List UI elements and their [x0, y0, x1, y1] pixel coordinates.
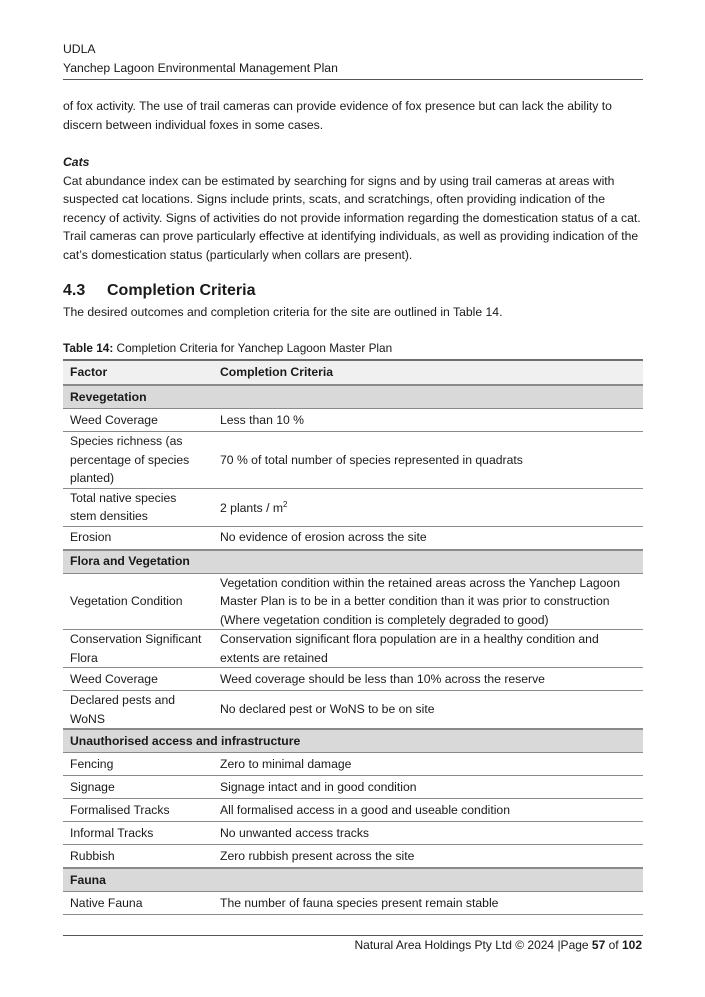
header-org: UDLA	[63, 42, 96, 56]
table-row	[63, 892, 643, 915]
factor-cell: Weed Coverage	[63, 409, 213, 432]
column-header-factor: Factor	[63, 360, 213, 385]
factor-cell: Species richness (as percentage of species planted)	[63, 432, 213, 489]
page-header	[63, 40, 643, 78]
criteria-cell	[213, 668, 643, 691]
criteria-cell	[213, 845, 643, 869]
criteria-text: No evidence of erosion across the site	[220, 530, 427, 545]
table-row	[63, 845, 643, 869]
table-category-row	[63, 868, 643, 892]
section-number: 4.3	[63, 282, 86, 299]
criteria-text: Signage intact and in good condition	[220, 779, 417, 794]
factor-cell: Total native species stem densities	[63, 488, 213, 526]
criteria-cell	[213, 822, 643, 845]
category-label: Flora and Vegetation	[63, 550, 643, 574]
criteria-text: 70 % of total number of species represented in quadrats	[220, 452, 523, 467]
factor-cell: Native Fauna	[63, 892, 213, 915]
criteria-cell	[213, 776, 643, 799]
criteria-cell	[213, 409, 643, 432]
criteria-cell	[213, 892, 643, 915]
criteria-text: Vegetation condition within the retained areas across the Yanchep Lagoon Master Plan is to be in a better condition than it was prior to construction (Where vegetation condition is completely degraded to good)	[220, 575, 620, 627]
criteria-superscript: 2	[283, 500, 288, 510]
criteria-cell	[213, 526, 643, 550]
criteria-text: 2 plants / m	[220, 501, 283, 516]
criteria-text: Weed coverage should be less than 10% across the reserve	[220, 671, 545, 686]
factor-cell: Conservation Significant Flora	[63, 630, 213, 668]
factor-cell: Erosion	[63, 526, 213, 550]
criteria-text: Less than 10 %	[220, 412, 305, 427]
table-caption-text: Completion Criteria for Yanchep Lagoon Master Plan	[113, 341, 393, 355]
factor-cell: Rubbish	[63, 845, 213, 869]
table-row	[63, 409, 643, 432]
category-label: Fauna	[63, 868, 643, 892]
criteria-cell	[213, 753, 643, 776]
section-heading	[63, 282, 255, 300]
table-caption-label: Table 14:	[63, 341, 114, 355]
footer-company: Natural Area Holdings Pty Ltd © 2024 |Page	[354, 938, 592, 952]
table-row	[63, 526, 643, 550]
cats-heading: Cats	[63, 155, 90, 169]
criteria-cell	[213, 691, 643, 730]
table-row	[63, 822, 643, 845]
criteria-text: Conservation significant flora population are in a healthy condition and extents are retained	[220, 632, 599, 665]
footer-page-number: 57	[591, 938, 606, 952]
table-row	[63, 691, 643, 730]
table-row	[63, 573, 643, 630]
factor-cell: Signage	[63, 776, 213, 799]
table-header-row	[63, 360, 643, 385]
criteria-text: Zero rubbish present across the site	[220, 848, 415, 863]
criteria-text: No declared pest or WoNS to be on site	[220, 702, 435, 717]
table-category-row	[63, 729, 643, 753]
cats-body: Cat abundance index can be estimated by searching for signs and by using trail cameras at areas with suspected cat locations. Signs include prints, scats, and scratchings, often providing indication of the recency of activity. Signs of activities do not provide information regarding the domestication status of a cat. Trail cameras can prove particularly effective at identifying individuals, as well as providing indication of the cat’s domestication status (particularly when collars are present).	[63, 173, 641, 262]
table-row	[63, 753, 643, 776]
criteria-cell	[213, 799, 643, 822]
table-row	[63, 488, 643, 526]
completion-criteria-table	[63, 359, 643, 915]
criteria-cell	[213, 630, 643, 668]
table-caption	[63, 341, 392, 355]
factor-cell: Fencing	[63, 753, 213, 776]
header-doc-title: Yanchep Lagoon Environmental Management Plan	[63, 61, 338, 75]
factor-cell: Informal Tracks	[63, 822, 213, 845]
cats-subsection	[63, 153, 648, 264]
footer-of: of	[605, 938, 622, 952]
table-row	[63, 432, 643, 489]
header-divider	[63, 79, 643, 80]
page-footer	[354, 938, 642, 952]
table-row	[63, 668, 643, 691]
category-label: Unauthorised access and infrastructure	[63, 729, 643, 753]
criteria-text: All formalised access in a good and useable condition	[220, 802, 510, 817]
factor-cell: Vegetation Condition	[63, 573, 213, 630]
criteria-cell	[213, 488, 643, 526]
factor-cell: Declared pests and WoNS	[63, 691, 213, 730]
footer-page-total: 102	[621, 938, 642, 952]
section-title: Completion Criteria	[107, 282, 256, 299]
footer-divider	[63, 935, 643, 936]
factor-cell: Weed Coverage	[63, 668, 213, 691]
section-intro: The desired outcomes and completion criteria for the site are outlined in Table 14.	[63, 305, 503, 319]
criteria-text: The number of fauna species present remain stable	[220, 895, 499, 910]
table-row	[63, 799, 643, 822]
table-row	[63, 776, 643, 799]
table-category-row	[63, 385, 643, 409]
criteria-text: No unwanted access tracks	[220, 825, 370, 840]
criteria-cell	[213, 432, 643, 489]
category-label: Revegetation	[63, 385, 643, 409]
factor-cell: Formalised Tracks	[63, 799, 213, 822]
table-category-row	[63, 550, 643, 574]
column-header-criteria: Completion Criteria	[213, 360, 643, 385]
intro-paragraph: of fox activity. The use of trail cameras can provide evidence of fox presence but can lack the ability to discern between individual foxes in some cases.	[63, 99, 612, 132]
criteria-text: Zero to minimal damage	[220, 756, 352, 771]
table-row	[63, 630, 643, 668]
criteria-cell	[213, 573, 643, 630]
